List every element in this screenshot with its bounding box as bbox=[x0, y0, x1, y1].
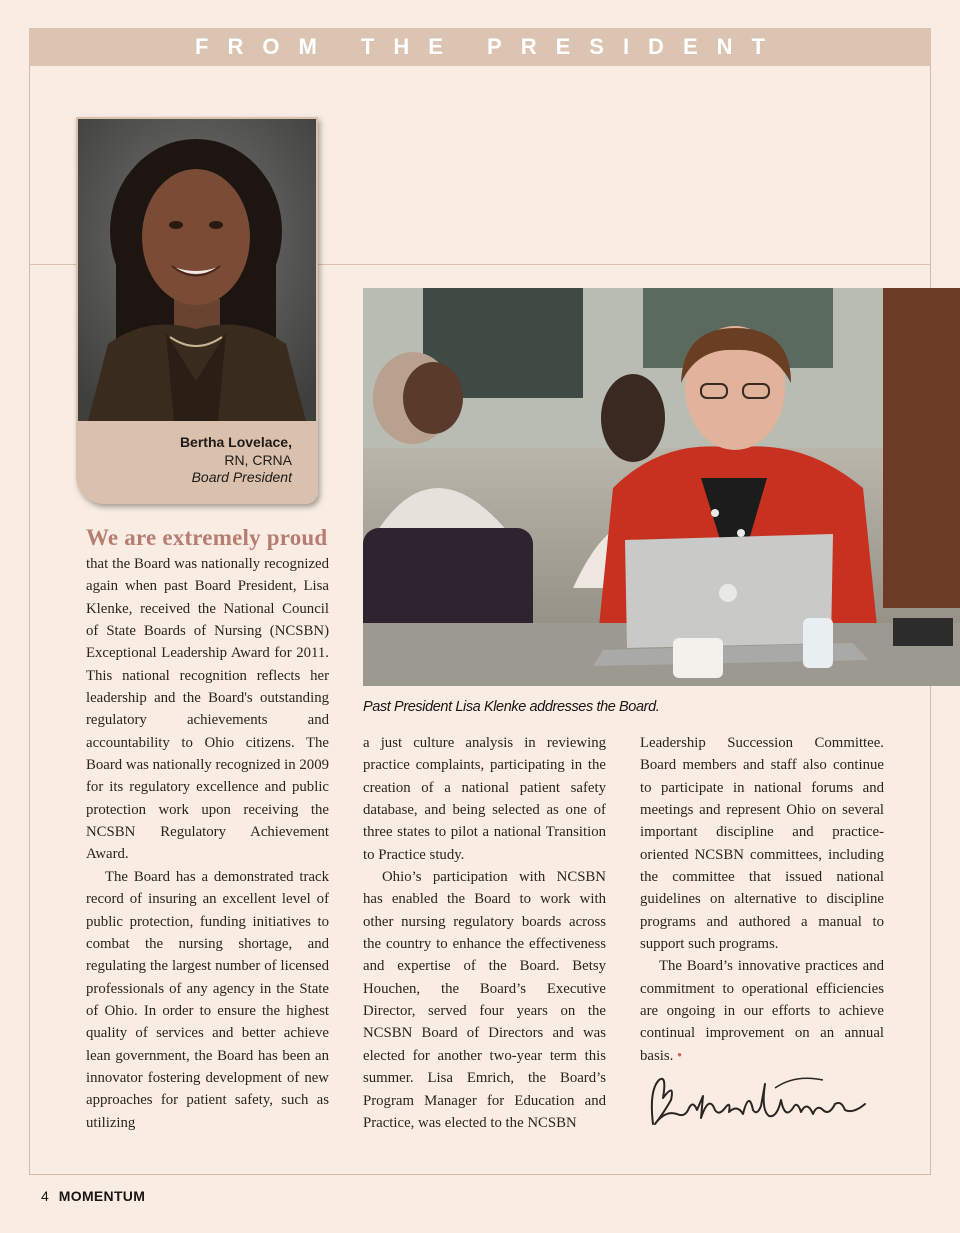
president-portrait-photo bbox=[78, 119, 316, 421]
president-name: Bertha Lovelace, bbox=[179, 434, 292, 450]
meeting-illustration bbox=[363, 288, 960, 686]
article-column-1 bbox=[86, 553, 329, 1134]
article-paragraph bbox=[640, 955, 884, 1067]
board-meeting-photo bbox=[363, 288, 960, 686]
section-header-title: FROM THE PRESIDENT bbox=[195, 34, 784, 59]
president-signature bbox=[645, 1070, 875, 1134]
portrait-caption bbox=[80, 434, 292, 487]
president-role: Board President bbox=[191, 469, 292, 485]
section-header-band bbox=[29, 28, 931, 66]
article-paragraph: that the Board was nationally recognized again when past Board President, Lisa Klenke, received the National Council of State Boards of Nursing (NCSBN) Exceptional Leadership Award for 2011. This national recognition reflects her leadership and the Board's outstanding regulatory achievements and accountability to Ohio citizens. The Board was nationally recognized in 2009 for its regulatory excellence and public protection work upon receiving the NCSBN Regulatory Achievement Award. bbox=[86, 556, 329, 863]
article-lead-in: We are extremely proud bbox=[86, 525, 328, 550]
page-number: 4 bbox=[41, 1188, 49, 1204]
magazine-name: MOMENTUM bbox=[58, 1188, 146, 1204]
signature-drawing bbox=[645, 1070, 875, 1134]
president-credentials: RN, CRNA bbox=[224, 451, 292, 468]
page-footer bbox=[41, 1188, 145, 1204]
end-mark: • bbox=[677, 1047, 683, 1064]
closing-text: The Board’s innovative practices and commitment to operational efficiencies are ongoing in our efforts to achieve continual improvement on an annual basis. bbox=[640, 958, 884, 1064]
article-paragraph: Leadership Succession Committee. Board members and staff also continue to participate in national forums and meetings and represent Ohio on several important discipline and practice-oriented NCSBN committees, including the committee that issued national guidelines on alternative to discipline programs and authored a manual to support such programs. bbox=[640, 735, 884, 953]
photo-caption: Past President Lisa Klenke addresses the Board. bbox=[363, 699, 660, 715]
article-paragraph: Ohio’s participation with NCSBN has enabled the Board to work with other nursing regulatory boards across the country to enhance the effectiveness and expertise of the Board. Betsy Houchen, the Board’s Executive Director, served four years on the NCSBN Board of Directors and was elected for another two-year term this summer. Lisa Emrich, the Board’s Program Manager for Education and Practice, was elected to the NCSBN bbox=[363, 869, 606, 1131]
article-column-3 bbox=[640, 732, 884, 1067]
article-column-2 bbox=[363, 732, 606, 1134]
article-paragraph: a just culture analysis in reviewing practice complaints, participating in the creation of a national patient safety database, and being selected as one of three states to pilot a national Transition to Practice study. bbox=[363, 735, 606, 863]
article-paragraph: The Board has a demonstrated track record of insuring an excellent level of public protection, funding initiatives to combat the nursing shortage, and regulating the largest number of licensed professionals of any agency in the State of Ohio. In order to ensure the highest quality of services and better achieve lean government, the Board has been an innovator fostering development of new approaches for patient safety, such as utilizing bbox=[86, 868, 329, 1131]
portrait-illustration bbox=[78, 119, 316, 421]
